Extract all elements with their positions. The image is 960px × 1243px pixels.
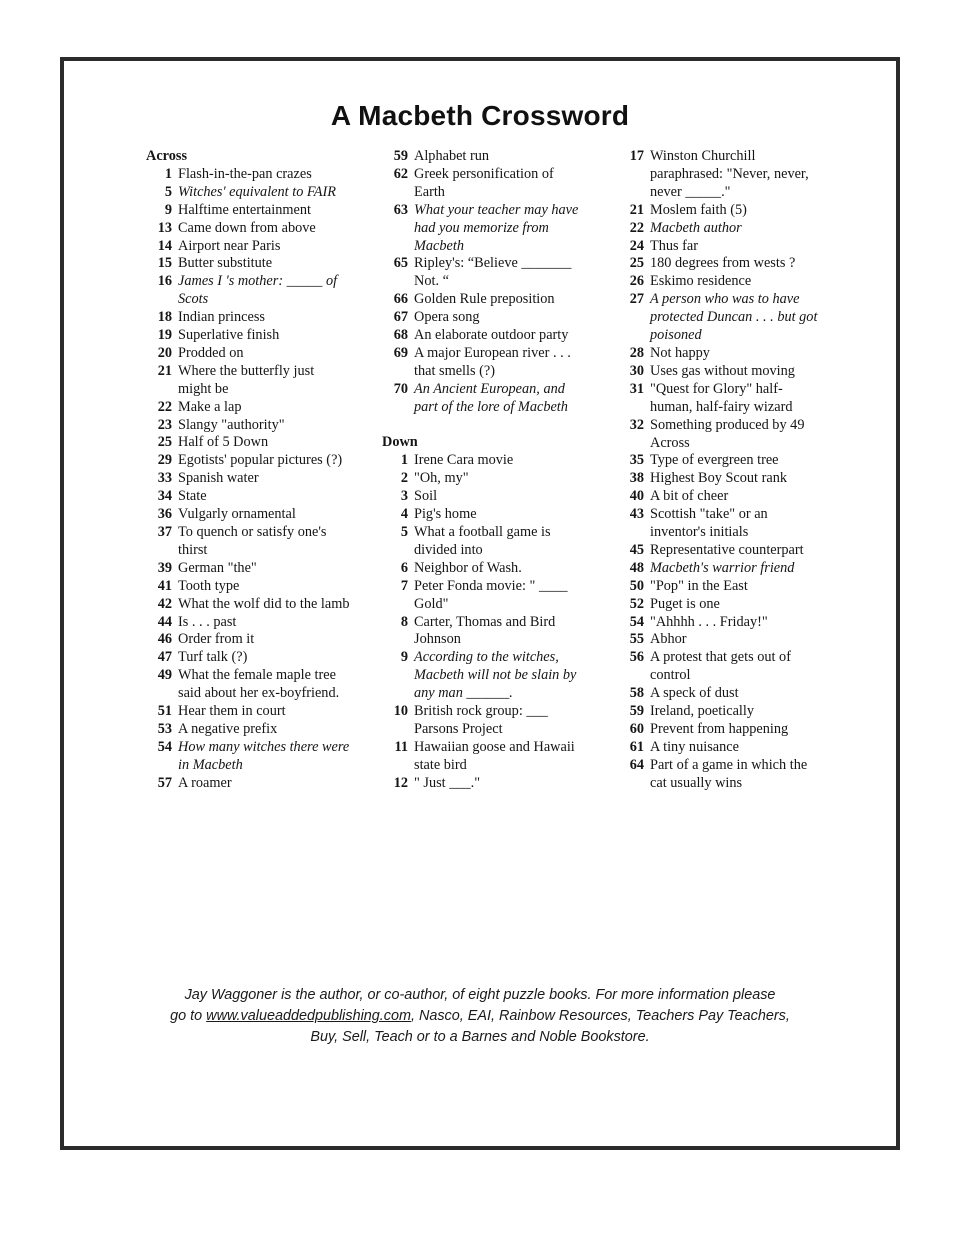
clue-number: 6 bbox=[400, 559, 408, 576]
clue-text: Moslem faith (5) bbox=[650, 201, 747, 218]
clue-item bbox=[146, 309, 351, 327]
clue-item bbox=[618, 614, 818, 632]
clue-item bbox=[146, 631, 351, 649]
clue-item bbox=[618, 273, 818, 291]
clue-text: Prevent from happening bbox=[650, 721, 789, 737]
clue-text: Carter, Thomas and Bird Johnson bbox=[414, 613, 556, 648]
author-note-line-2 bbox=[120, 1006, 840, 1027]
clue-text: Scottish "take" or an inventor's initials bbox=[650, 506, 768, 541]
clue-text: Winston Churchill paraphrased: "Never, never, never _____." bbox=[650, 148, 809, 200]
clue-text: Thus far bbox=[650, 237, 699, 254]
clue-number: 28 bbox=[629, 344, 644, 361]
clue-text: Superlative finish bbox=[178, 327, 280, 344]
clue-number: 70 bbox=[393, 380, 408, 397]
clue-number: 12 bbox=[393, 774, 408, 791]
clue-number: 54 bbox=[157, 738, 172, 755]
clue-text: Ripley's: “Believe _______ Not. “ bbox=[414, 255, 572, 290]
clue-text: Not happy bbox=[650, 344, 710, 361]
clue-text: An Ancient European, and part of the lore of Macbeth bbox=[414, 380, 568, 415]
clue-text: Ireland, poetically bbox=[650, 703, 755, 720]
clue-item bbox=[382, 381, 582, 417]
clue-item bbox=[618, 291, 818, 345]
clue-number: 22 bbox=[629, 219, 644, 236]
clue-item bbox=[618, 757, 818, 793]
clue-text: Greek personification of Earth bbox=[414, 165, 554, 200]
clue-number: 56 bbox=[629, 649, 644, 666]
clue-number: 45 bbox=[629, 541, 644, 558]
clue-number: 1 bbox=[400, 452, 408, 469]
clue-item bbox=[618, 238, 818, 256]
clue-number: 27 bbox=[629, 291, 644, 308]
clue-item bbox=[618, 739, 818, 757]
clue-text: Where the butterfly just might be bbox=[178, 362, 315, 397]
clue-item bbox=[382, 703, 582, 739]
clue-text: Tooth type bbox=[178, 577, 240, 594]
clue-text: Neighbor of Wash. bbox=[414, 559, 522, 576]
clue-text: Egotists' popular pictures (?) bbox=[178, 452, 343, 469]
clue-text: Butter substitute bbox=[178, 255, 273, 272]
clue-number: 4 bbox=[400, 506, 408, 523]
clue-number: 64 bbox=[629, 756, 644, 773]
clue-item bbox=[146, 238, 351, 256]
author-note-suffix: , Nasco, EAI, Rainbow Resources, Teachers Pay Teachers, bbox=[410, 1008, 790, 1024]
clue-number: 1 bbox=[164, 165, 172, 182]
clue-item bbox=[382, 506, 582, 524]
clue-number: 46 bbox=[157, 631, 172, 648]
clue-item bbox=[146, 273, 351, 309]
clue-text: Type of evergreen tree bbox=[650, 452, 779, 469]
clue-text: Peter Fonda movie: " ____ Gold" bbox=[414, 577, 568, 612]
clue-item bbox=[146, 434, 351, 452]
page-title: A Macbeth Crossword bbox=[330, 100, 630, 131]
clue-item bbox=[382, 452, 582, 470]
clue-number: 3 bbox=[400, 488, 408, 505]
clue-text: Hawaiian goose and Hawaii state bird bbox=[414, 738, 575, 773]
clue-item bbox=[146, 560, 351, 578]
clue-text: Airport near Paris bbox=[178, 237, 281, 254]
clue-number: 44 bbox=[157, 613, 172, 630]
publisher-link[interactable]: www.valueaddedpublishing.com bbox=[206, 1008, 411, 1024]
clue-column-1 bbox=[146, 148, 351, 793]
clue-number: 31 bbox=[629, 380, 644, 397]
clue-text: Abhor bbox=[650, 631, 687, 648]
clue-number: 9 bbox=[164, 201, 172, 218]
clue-item bbox=[618, 148, 818, 202]
clue-item bbox=[618, 631, 818, 649]
clue-number: 11 bbox=[394, 738, 408, 755]
clue-number: 5 bbox=[164, 183, 172, 200]
clue-item bbox=[146, 506, 351, 524]
clue-number: 33 bbox=[157, 470, 172, 487]
clue-number: 26 bbox=[629, 273, 644, 290]
clue-text: Order from it bbox=[178, 631, 255, 648]
clue-text: Halftime entertainment bbox=[178, 201, 311, 218]
clue-text: Turf talk (?) bbox=[178, 649, 248, 666]
clue-text: James I 's mother: _____ of Scots bbox=[178, 273, 338, 308]
clue-number: 10 bbox=[393, 703, 408, 720]
clue-number: 15 bbox=[157, 255, 172, 272]
clue-number: 49 bbox=[157, 667, 172, 684]
clue-item bbox=[618, 542, 818, 560]
clue-text: Uses gas without moving bbox=[650, 362, 795, 379]
down-heading: Down bbox=[382, 434, 418, 451]
clue-number: 66 bbox=[393, 291, 408, 308]
clue-item bbox=[146, 667, 351, 703]
clue-number: 51 bbox=[157, 703, 172, 720]
clue-number: 41 bbox=[157, 577, 172, 594]
clue-text: Golden Rule preposition bbox=[414, 291, 555, 308]
clue-item bbox=[382, 578, 582, 614]
clue-text: What your teacher may have had you memorize from Macbeth bbox=[414, 201, 579, 254]
clue-item bbox=[146, 596, 351, 614]
clue-text: German "the" bbox=[178, 559, 257, 576]
clue-item bbox=[146, 417, 351, 435]
clue-text: Slangy "authority" bbox=[178, 416, 285, 433]
across-heading: Across bbox=[146, 148, 188, 164]
clue-text: Soil bbox=[414, 488, 438, 505]
clue-text: According to the witches, Macbeth will not be slain by any man ______. bbox=[414, 649, 577, 702]
clue-text: Came down from above bbox=[178, 219, 316, 236]
clue-text: Macbeth's warrior friend bbox=[650, 559, 795, 576]
clue-text: 180 degrees from wests ? bbox=[650, 255, 796, 272]
clue-text: An elaborate outdoor party bbox=[414, 327, 569, 344]
clue-text: Part of a game in which the cat usually wins bbox=[650, 756, 808, 791]
clue-item bbox=[146, 775, 351, 793]
clue-item bbox=[146, 739, 351, 775]
clue-text: Eskimo residence bbox=[650, 273, 752, 290]
clue-text: Witches' equivalent to FAIR bbox=[178, 183, 337, 200]
clue-item bbox=[146, 614, 351, 632]
clue-item bbox=[382, 470, 582, 488]
clue-number: 29 bbox=[157, 452, 172, 469]
clue-text: A negative prefix bbox=[178, 720, 278, 737]
clue-text: Spanish water bbox=[178, 470, 259, 487]
clue-number: 30 bbox=[629, 362, 644, 379]
clue-text: A protest that gets out of control bbox=[650, 649, 791, 684]
clue-item bbox=[618, 345, 818, 363]
clue-number: 13 bbox=[157, 219, 172, 236]
clue-item bbox=[382, 255, 582, 291]
clue-number: 62 bbox=[393, 165, 408, 182]
clue-item bbox=[146, 452, 351, 470]
clue-number: 60 bbox=[629, 721, 644, 737]
clue-item bbox=[146, 327, 351, 345]
clue-text: What the female maple tree said about her ex-boyfriend. bbox=[178, 667, 340, 702]
clue-number: 7 bbox=[400, 577, 408, 594]
clue-text: Opera song bbox=[414, 309, 480, 326]
clue-number: 57 bbox=[157, 774, 172, 791]
clue-number: 35 bbox=[629, 452, 644, 469]
clue-item bbox=[382, 560, 582, 578]
clue-number: 59 bbox=[629, 703, 644, 720]
clue-text: Something produced by 49 Across bbox=[650, 416, 805, 451]
clue-item bbox=[146, 703, 351, 721]
clue-item bbox=[618, 721, 818, 739]
clue-item bbox=[146, 399, 351, 417]
clue-number: 9 bbox=[400, 649, 408, 666]
clue-item bbox=[382, 309, 582, 327]
clue-text: Highest Boy Scout rank bbox=[650, 470, 788, 487]
clue-column-3 bbox=[618, 148, 818, 793]
clue-number: 48 bbox=[629, 559, 644, 576]
clue-text: British rock group: ___ Parsons Project bbox=[414, 703, 548, 737]
clue-item bbox=[618, 220, 818, 238]
clue-text: A roamer bbox=[178, 774, 232, 791]
clue-number: 38 bbox=[629, 470, 644, 487]
clue-item bbox=[382, 524, 582, 560]
clue-text: A person who was to have protected Duncan . . . but got poisoned bbox=[650, 291, 818, 344]
clue-item bbox=[382, 166, 582, 202]
clue-number: 23 bbox=[157, 416, 172, 433]
clue-item bbox=[382, 739, 582, 775]
clue-number: 40 bbox=[629, 488, 644, 505]
clue-number: 19 bbox=[157, 327, 172, 344]
author-note-prefix: go to bbox=[170, 1008, 207, 1024]
clue-item bbox=[382, 488, 582, 506]
clue-item bbox=[146, 649, 351, 667]
clue-number: 43 bbox=[629, 506, 644, 523]
clue-text: Half of 5 Down bbox=[178, 434, 269, 451]
clue-text: Pig's home bbox=[414, 506, 477, 523]
clue-number: 50 bbox=[629, 577, 644, 594]
clue-item bbox=[146, 202, 351, 220]
clue-number: 53 bbox=[157, 720, 172, 737]
clue-number: 63 bbox=[393, 201, 408, 218]
clue-text: A major European river . . . that smells (?) bbox=[414, 344, 571, 379]
clue-item bbox=[146, 363, 351, 399]
clue-number: 54 bbox=[629, 613, 644, 630]
clue-item bbox=[146, 721, 351, 739]
clue-text: To quench or satisfy one's thirst bbox=[178, 524, 327, 558]
clue-number: 61 bbox=[629, 738, 644, 755]
clue-number: 14 bbox=[157, 237, 172, 254]
clue-item bbox=[618, 255, 818, 273]
clue-item bbox=[618, 363, 818, 381]
clue-text: How many witches there were in Macbeth bbox=[178, 738, 350, 773]
clue-number: 5 bbox=[400, 524, 408, 540]
clue-item bbox=[382, 148, 582, 166]
clue-item bbox=[618, 470, 818, 488]
clue-text: Is . . . past bbox=[178, 613, 237, 630]
clue-item bbox=[146, 524, 351, 560]
clue-text: State bbox=[178, 488, 207, 505]
clue-item bbox=[618, 506, 818, 542]
clue-item bbox=[382, 345, 582, 381]
clue-text: Representative counterpart bbox=[650, 541, 804, 558]
clue-number: 16 bbox=[157, 273, 172, 290]
clue-item bbox=[618, 596, 818, 614]
clue-number: 2 bbox=[400, 470, 408, 487]
clue-number: 47 bbox=[157, 649, 172, 666]
clue-text: Puget is one bbox=[650, 595, 720, 612]
clue-text: What the wolf did to the lamb bbox=[178, 595, 350, 612]
clue-item bbox=[146, 488, 351, 506]
clue-number: 17 bbox=[629, 148, 644, 164]
clue-item bbox=[146, 345, 351, 363]
clue-item bbox=[618, 649, 818, 685]
clue-number: 69 bbox=[393, 344, 408, 361]
clue-number: 39 bbox=[157, 559, 172, 576]
clue-text: "Quest for Glory" half-human, half-fairy wizard bbox=[650, 380, 793, 415]
clue-number: 59 bbox=[393, 148, 408, 164]
clue-number: 34 bbox=[157, 488, 172, 505]
clue-item bbox=[618, 488, 818, 506]
clue-column-2 bbox=[382, 148, 582, 793]
clue-text: Make a lap bbox=[178, 398, 242, 415]
clue-number: 32 bbox=[629, 416, 644, 433]
clue-text: What a football game is divided into bbox=[414, 524, 551, 558]
clue-item bbox=[382, 291, 582, 309]
clue-item bbox=[618, 452, 818, 470]
clue-item bbox=[382, 649, 582, 703]
clue-number: 36 bbox=[157, 506, 172, 523]
clue-number: 52 bbox=[629, 595, 644, 612]
clue-text: Prodded on bbox=[178, 344, 244, 361]
clue-text: "Pop" in the East bbox=[650, 577, 748, 594]
clue-item bbox=[382, 327, 582, 345]
clue-number: 55 bbox=[629, 631, 644, 648]
clue-item bbox=[618, 381, 818, 417]
clue-item bbox=[382, 614, 582, 650]
clue-text: A tiny nuisance bbox=[650, 738, 739, 755]
clue-text: Alphabet run bbox=[414, 148, 490, 164]
clue-number: 65 bbox=[393, 255, 408, 272]
clue-number: 25 bbox=[157, 434, 172, 451]
clue-text: A speck of dust bbox=[650, 685, 739, 702]
clue-text: A bit of cheer bbox=[650, 488, 729, 505]
clue-item bbox=[382, 775, 582, 793]
clue-text: Indian princess bbox=[178, 309, 265, 326]
clue-number: 21 bbox=[629, 201, 644, 218]
clue-number: 68 bbox=[393, 327, 408, 344]
clue-item bbox=[146, 255, 351, 273]
clue-number: 67 bbox=[393, 309, 408, 326]
clue-text: Hear them in court bbox=[178, 703, 286, 720]
author-note-line-3: Buy, Sell, Teach or to a Barnes and Noble Bookstore. bbox=[310, 1029, 650, 1045]
clue-text: Flash-in-the-pan crazes bbox=[178, 165, 312, 182]
author-note-line-1: Jay Waggoner is the author, or co-author, of eight puzzle books. For more information please bbox=[184, 987, 776, 1003]
clue-number: 25 bbox=[629, 255, 644, 272]
clue-item bbox=[146, 578, 351, 596]
clue-number: 8 bbox=[400, 613, 408, 630]
clue-number: 58 bbox=[629, 685, 644, 702]
clue-item bbox=[618, 560, 818, 578]
clue-item bbox=[146, 470, 351, 488]
clue-text: Macbeth author bbox=[650, 219, 742, 236]
clue-number: 21 bbox=[157, 362, 172, 379]
clue-number: 24 bbox=[629, 237, 644, 254]
clue-number: 20 bbox=[157, 344, 172, 361]
author-note bbox=[120, 985, 840, 1048]
clue-number: 37 bbox=[157, 524, 172, 541]
clue-item bbox=[618, 202, 818, 220]
clue-item bbox=[618, 703, 818, 721]
clue-item bbox=[382, 202, 582, 256]
clue-text: "Ahhhh . . . Friday!" bbox=[650, 613, 768, 630]
clue-text: Irene Cara movie bbox=[414, 452, 514, 469]
clue-text: "Oh, my" bbox=[414, 470, 469, 487]
clue-item bbox=[618, 685, 818, 703]
clue-number: 18 bbox=[157, 309, 172, 326]
clue-number: 22 bbox=[157, 398, 172, 415]
clue-item bbox=[618, 417, 818, 453]
clue-text: Vulgarly ornamental bbox=[178, 506, 296, 523]
clue-item bbox=[146, 220, 351, 238]
clue-number: 42 bbox=[157, 595, 172, 612]
clue-item bbox=[618, 578, 818, 596]
clue-text: " Just ___." bbox=[414, 774, 481, 791]
clue-item bbox=[146, 184, 351, 202]
clue-item bbox=[146, 166, 351, 184]
